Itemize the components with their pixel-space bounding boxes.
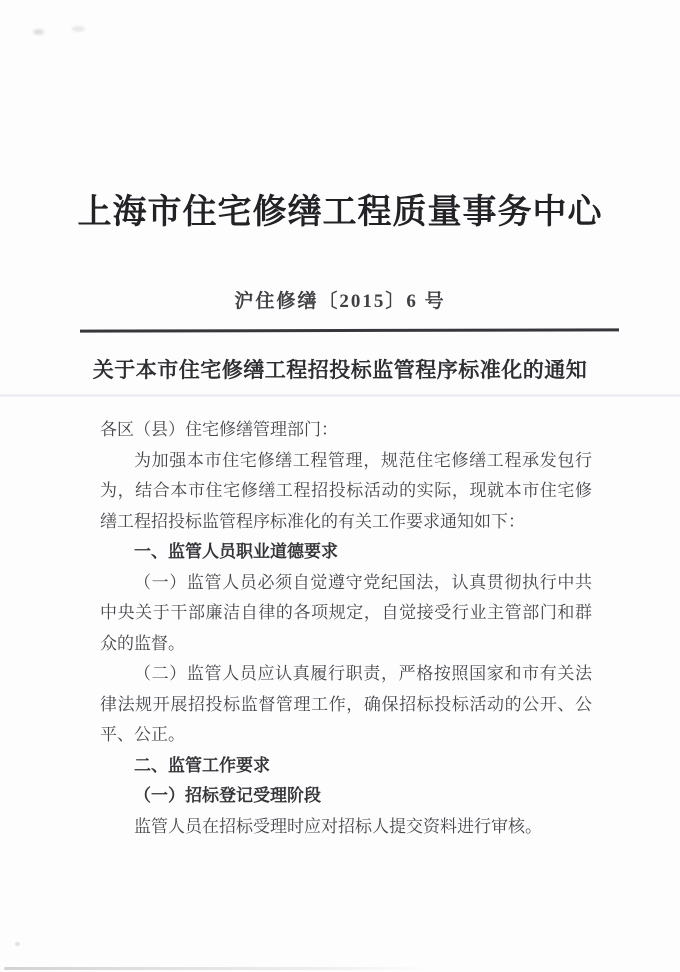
body-line: 平、公正。 — [100, 725, 185, 744]
scan-speck-artifact — [15, 942, 20, 946]
body-line: 为加强本市住宅修缮工程管理，规范住宅修缮工程承发包行 — [134, 450, 592, 470]
page-edge-shadow — [4, 967, 434, 970]
body-line: 为，结合本市住宅修缮工程招投标活动的实际，现就本市住宅修 — [100, 481, 592, 500]
scan-fold-line — [0, 394, 680, 397]
issuing-organization-title: 上海市住宅修缮工程质量事务中心 — [77, 194, 603, 231]
scan-smudge-artifact — [72, 26, 85, 32]
body-line: （一）监管人员必须自觉遵守党纪国法，认真贯彻执行中共 — [134, 572, 592, 592]
body-line: 众的监督。 — [100, 633, 185, 653]
body-line: 一、监管人员职业道德要求 — [134, 542, 338, 561]
document-number: 沪住修缮〔2015〕6 号 — [234, 291, 446, 312]
body-line: 二、监管工作要求 — [134, 755, 270, 775]
body-line: 监管人员在招标受理时应对招标人提交资料进行审核。 — [134, 816, 542, 836]
body-line: （二）监管人员应认真履行职责，严格按照国家和市有关法 — [134, 664, 592, 683]
document-body — [100, 415, 592, 842]
body-line: 中央关于干部廉洁自律的各项规定，自觉接受行业主管部门和群 — [100, 603, 592, 622]
notice-title: 关于本市住宅修缮工程招投标监管程序标准化的通知 — [92, 358, 588, 382]
header-divider-rule — [80, 328, 619, 332]
body-line: 各区（县）住宅修缮管理部门： — [100, 420, 338, 439]
body-line: 缮工程招投标监管程序标准化的有关工作要求通知如下： — [100, 511, 525, 531]
scan-smudge-artifact — [33, 29, 44, 35]
body-line: （一）招标登记受理阶段 — [134, 786, 321, 805]
body-line: 律法规开展招投标监督管理工作，确保招标投标活动的公开、公 — [100, 694, 592, 714]
